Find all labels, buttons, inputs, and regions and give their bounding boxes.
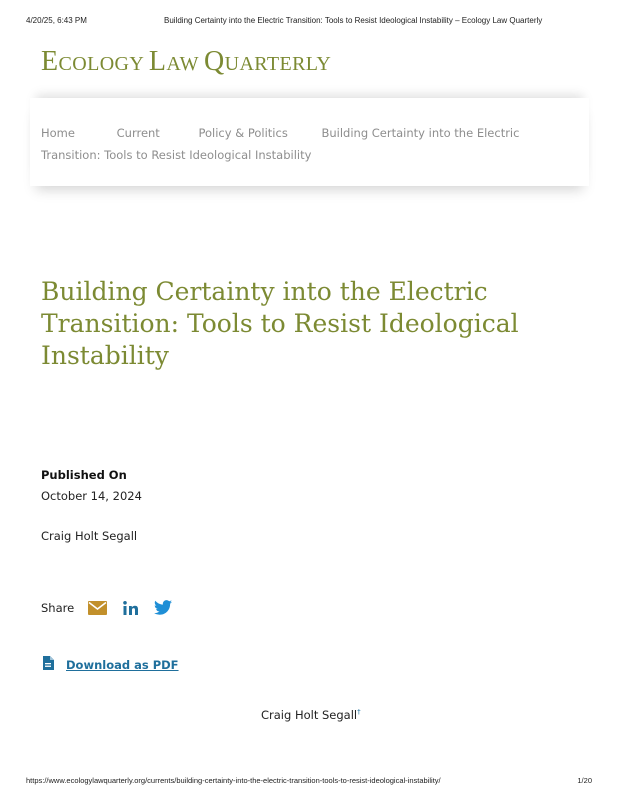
breadcrumb-current[interactable]: Current <box>116 126 160 140</box>
logo-text-quarterly: UARTERLY <box>224 53 332 75</box>
author-footnote-link[interactable]: † <box>357 708 361 717</box>
breadcrumb <box>41 122 581 166</box>
logo-initial-e: E <box>41 46 59 77</box>
print-url: https://www.ecologylawquarterly.org/currents/building-certainty-into-the-electric-transition-tools-to-resist-ideological-instability/ <box>26 776 441 785</box>
twitter-icon[interactable] <box>154 600 172 615</box>
print-page-number: 1/20 <box>577 776 592 785</box>
article-title: Building Certainty into the Electric Transition: Tools to Resist Ideological Instability <box>41 277 519 370</box>
print-page-title: Building Certainty into the Electric Transition: Tools to Resist Ideological Instability – Ecology Law Quarterly <box>164 16 543 25</box>
breadcrumb-page: Building Certainty into the Electric Transition: Tools to Resist Ideological Instability <box>41 126 520 162</box>
body-author <box>261 708 361 722</box>
breadcrumb-home[interactable]: Home <box>41 126 75 140</box>
logo-initial-q: Q <box>203 46 225 77</box>
article-author[interactable]: Craig Holt Segall <box>41 529 138 543</box>
published-date: October 14, 2024 <box>41 489 142 503</box>
logo-text-law: AW <box>166 53 204 75</box>
share-bar <box>41 600 188 615</box>
download-pdf-link[interactable]: Download as PDF <box>66 657 179 672</box>
breadcrumb-policy-politics[interactable]: Policy & Politics <box>198 126 288 140</box>
pdf-file-icon <box>42 655 54 674</box>
body-author-name: Craig Holt Segall <box>261 708 358 722</box>
logo-initial-l: L <box>148 46 167 77</box>
print-header <box>26 16 592 28</box>
print-footer <box>26 776 592 788</box>
print-datetime: 4/20/25, 6:43 PM <box>26 16 87 25</box>
published-label: Published On <box>41 468 127 482</box>
logo-text-ecology: COLOGY <box>58 53 149 75</box>
site-logo[interactable] <box>41 46 331 78</box>
download-pdf[interactable] <box>42 655 179 674</box>
linkedin-icon[interactable] <box>123 601 138 615</box>
share-label: Share <box>41 600 75 615</box>
envelope-icon[interactable] <box>88 601 107 615</box>
